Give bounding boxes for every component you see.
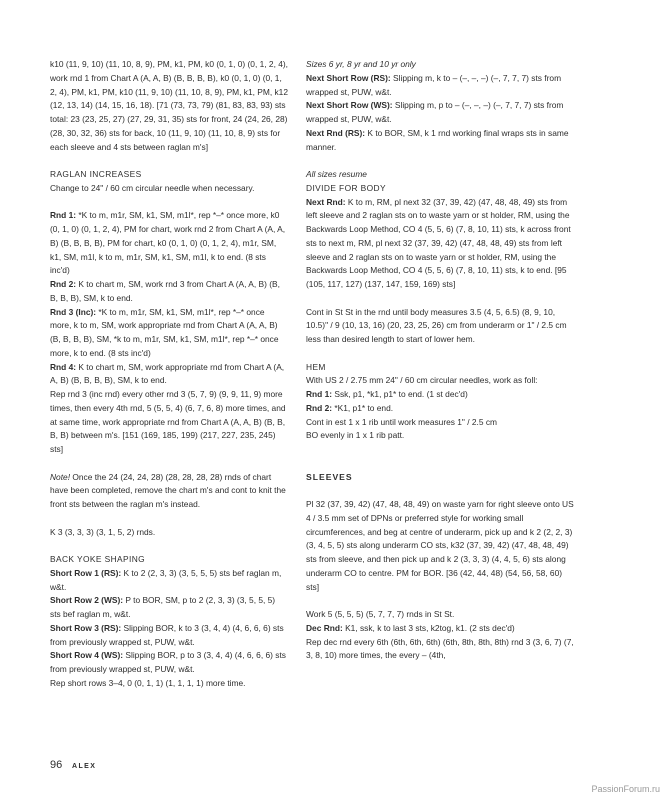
next-rnd-rs (306, 127, 576, 155)
short-row-4 (50, 649, 288, 677)
knit-rounds-line: K 3 (3, 3, 3) (3, 1, 5, 2) rnds. (50, 526, 156, 537)
dec-rnd-label: Dec Rnd: (306, 622, 343, 633)
hem-rnd-1 (306, 388, 576, 402)
short-row-1 (50, 567, 288, 595)
sleeves-heading: SLEEVES (306, 471, 353, 482)
hem-rnd-2 (306, 402, 576, 416)
short-row-2 (50, 594, 288, 622)
hem-rnd-2-label: Rnd 2: (306, 402, 333, 413)
next-short-row-rs-label: Next Short Row (RS): (306, 72, 391, 83)
raglan-rnd-2 (50, 278, 288, 306)
page-footer (50, 759, 96, 773)
raglan-rnd-2-text: K to chart m, SM, work rnd 3 from Chart A (A, A, B) (B, B, B, B), SM, k to end. (50, 279, 280, 303)
raglan-increases-heading: RAGLAN INCREASES (50, 169, 142, 179)
left-column (50, 58, 288, 691)
raglan-rnd-4-text: K to chart m, SM, work appropriate rnd from Chart A (A, A, B) (B, B, B, B), SM, k to end. (50, 361, 285, 386)
hem-rnd-2-text: *K1, p1* to end. (332, 402, 394, 413)
chart-note-text: Once the 24 (24, 24, 28) (28, 28, 28, 28) rnds of chart have been completed, remove the chart m's and cont to knit the front sts between the raglan m's instead. (50, 471, 286, 509)
page-number: 96 (50, 759, 63, 771)
dec-rnd-text: K1, ssk, k to last 3 sts, k2tog, k1. (2 sts dec'd) (342, 622, 515, 633)
chart-note-label: Note! (50, 471, 71, 482)
short-row-2-label: Short Row 2 (WS): (50, 595, 124, 606)
raglan-rnd-1-label: Rnd 1: (50, 210, 77, 221)
next-short-row-ws (306, 99, 576, 127)
raglan-rnd-4 (50, 361, 288, 389)
watermark: PassionForum.ru (591, 784, 660, 794)
body-length-paragraph: Cont in St St in the rnd until body measures 3.5 (4, 5, 6.5) (8, 9, 10, 10.5)" / 9 (10, 13, 16) (20, 23, 25, 26) cm from underarm or 1" / 2.5 cm less than desired length to start of lower hem. (306, 306, 567, 344)
sizes-heading (306, 58, 576, 72)
raglan-rnd-3 (50, 306, 288, 361)
raglan-rnd-1 (50, 209, 288, 278)
divide-next-rnd (306, 196, 576, 292)
short-row-3-label: Short Row 3 (RS): (50, 622, 122, 633)
right-column (306, 58, 576, 663)
hem-bind-off: BO evenly in 1 x 1 rib patt. (306, 430, 405, 441)
short-row-4-text: Slipping BOR, p to 3 (3, 4, 4) (4, 6, 6, 6) sts from previously wrapped st, PUW, w&t. (50, 650, 286, 674)
back-yoke-heading: BACK YOKE SHAPING (50, 554, 146, 564)
sizes-heading-text: Sizes 6 yr, 8 yr and 10 yr only (306, 59, 416, 69)
chart-note (50, 471, 288, 512)
all-sizes-resume (306, 168, 576, 182)
short-row-4-label: Short Row 4 (WS): (50, 650, 124, 661)
hem-rnd-1-text: Ssk, p1, *k1, p1* to end. (1 st dec'd) (332, 389, 468, 399)
hem-rnd-1-label: Rnd 1: (306, 389, 333, 399)
all-sizes-resume-text: All sizes resume (306, 169, 367, 179)
dec-rnd (306, 622, 576, 636)
short-row-3 (50, 622, 288, 650)
hem-heading: HEM (306, 361, 326, 372)
divide-for-body-heading: DIVIDE FOR BODY (306, 182, 386, 193)
next-rnd-rs-text: K to BOR, SM, k 1 rnd working final wraps sts in same manner. (306, 127, 569, 152)
work-rounds-line: Work 5 (5, 5, 5) (5, 7, 7, 7) rnds in St St. (306, 609, 455, 619)
short-row-3-text: Slipping BOR, k to 3 (3, 4, 4) (4, 6, 6, 6) sts from previously wrapped st, PUW, w&t. (50, 622, 284, 647)
raglan-rnd-2-label: Rnd 2: (50, 279, 77, 289)
raglan-rnd-3-label: Rnd 3 (Inc): (50, 306, 97, 317)
divide-next-rnd-text: K to m, RM, pl next 32 (37, 39, 42) (47, 48, 48, 49) sts from left sleeve and 2 raglan sts on to waste yarn or st holder, RM, using the Backwards Loop Method, CO 4 (5, 5, 6) (7, 8, 10, 11) sts, k across front sts to next m, RM, pl next 32 (37, 39, 42) (47, 48, 48, 49) sts from left sleeve and 2 raglan sts on to waste yarn or st holder, RM, using the Backwards Loop Method, CO 4 (5, 5, 6) (7, 8, 10, 11) sts, k to end. [95 (105, 117, 127) (137, 147, 159, 169) sts] (306, 196, 571, 289)
dec-repeat: Rep dec rnd every 6th (6th, 6th, 6th) (6th, 8th, 8th, 8th) rnd 3 (3, 6, 7) (7, 3, 8, 10) more times, the every – (4th, (306, 636, 574, 661)
raglan-rnd-4-label: Rnd 4: (50, 361, 77, 372)
hem-continue: Cont in est 1 x 1 rib until work measures 1" / 2.5 cm (306, 416, 498, 427)
next-short-row-ws-text: Slipping m, p to – (–, –, –) (–, 7, 7, 7) sts from wrapped st, PUW, w&t. (306, 100, 564, 124)
raglan-rnd-3-text: *K to m, m1r, SM, k1, SM, m1l*, rep *–* once more, k to m, SM, work appropriate rnd from Chart A (A, A, B) (B, B, B, B), SM, *k to m, m1r, SM, k1, SM, m1l*, rep *–* once more, k to end. (8 sts inc'd) (50, 306, 279, 358)
sleeve-setup-paragraph: k10 (11, 9, 10) (11, 10, 8, 9), PM, k1, PM, k0 (0, 1, 0) (0, 1, 2, 4), work rnd 1 from Chart A (A, A, B) (B, B, B, B), k0 (0, 1, 0) (0, 1, 2, 4), PM, k1, PM, k10 (11, 9, 10) (11, 10, 8, 9), PM, k1, PM, k12 (12, 13, 14) (14, 15, 16, 18). [71 (73, 73, 79) (81, 83, 83, 93) sts total: 23 (23, 25, 27) (27, 29, 31, 35) sts for front, 24 (24, 26, 28) (28, 30, 32, 36) sts for back, 10 (11, 9, 10) (11, 10, 8, 9) sts for each sleeve and 4 sts between raglan m's] (50, 59, 289, 152)
short-row-repeat: Rep short rows 3–4, 0 (0, 1, 1) (1, 1, 1, 1) more time. (50, 677, 246, 688)
next-short-row-ws-label: Next Short Row (WS): (306, 100, 393, 111)
short-row-2-text: P to BOR, SM, p to 2 (2, 3, 3) (3, 5, 5, 5) sts bef raglan m, w&t. (50, 595, 276, 619)
raglan-intro: Change to 24" / 60 cm circular needle when necessary. (50, 182, 255, 193)
divide-next-rnd-label: Next Rnd: (306, 196, 346, 207)
next-short-row-rs (306, 72, 576, 100)
short-row-1-label: Short Row 1 (RS): (50, 567, 122, 578)
hem-intro: With US 2 / 2.75 mm 24" / 60 cm circular needles, work as foll: (306, 375, 538, 386)
raglan-rnd-1-text: *K to m, m1r, SM, k1, SM, m1l*, rep *–* once more, k0 (0, 1, 0) (0, 1, 2, 4), PM for chart, work rnd 2 from Chart A (A, A, B) (B, B, B, B), PM for chart, k0 (0, 1, 0) (0, 1, 2, 4), m1r, SM, k1, SM, m1l, k to m, m1r, SM, k1, SM, m1l, k to end. (8 sts inc'd) (50, 210, 286, 276)
short-row-1-text: K to 2 (2, 3, 3) (3, 5, 5, 5) sts bef raglan m, w&t. (50, 567, 282, 592)
pattern-name: ALEX (72, 763, 97, 770)
sleeves-paragraph: Pl 32 (37, 39, 42) (47, 48, 48, 49) on waste yarn for right sleeve onto US 4 / 3.5 mm set of DPNs or preferred style for working small circumferences, and beg at centre of underarm, pick up and k 2 (2, 2, 3) (3, 4, 5, 5) sts along underarm CO sts, k32 (37, 39, 42) (47, 48, 48, 49) sts from sleeve, and then pick up and k 2 (3, 3, 3) (4, 4, 5, 6) sts along underarm CO to centre. PM for BOR. [36 (42, 44, 48) (54, 56, 58, 60) sts] (306, 499, 574, 592)
raglan-repeat: Rep rnd 3 (inc rnd) every other rnd 3 (5, 7, 9) (9, 9, 11, 9) more times, then every 4th rnd, 5 (5, 5, 4) (6, 7, 6, 8) more times, and at same time, work appropriate rnd from Chart A (A, A, B) (B, B, B, B) between m's. [151 (169, 185, 199) (217, 227, 235, 245) sts] (50, 389, 286, 454)
next-rnd-rs-label: Next Rnd (RS): (306, 127, 366, 138)
next-short-row-rs-text: Slipping m, k to – (–, –, –) (–, 7, 7, 7) sts from wrapped st, PUW, w&t. (306, 72, 562, 97)
